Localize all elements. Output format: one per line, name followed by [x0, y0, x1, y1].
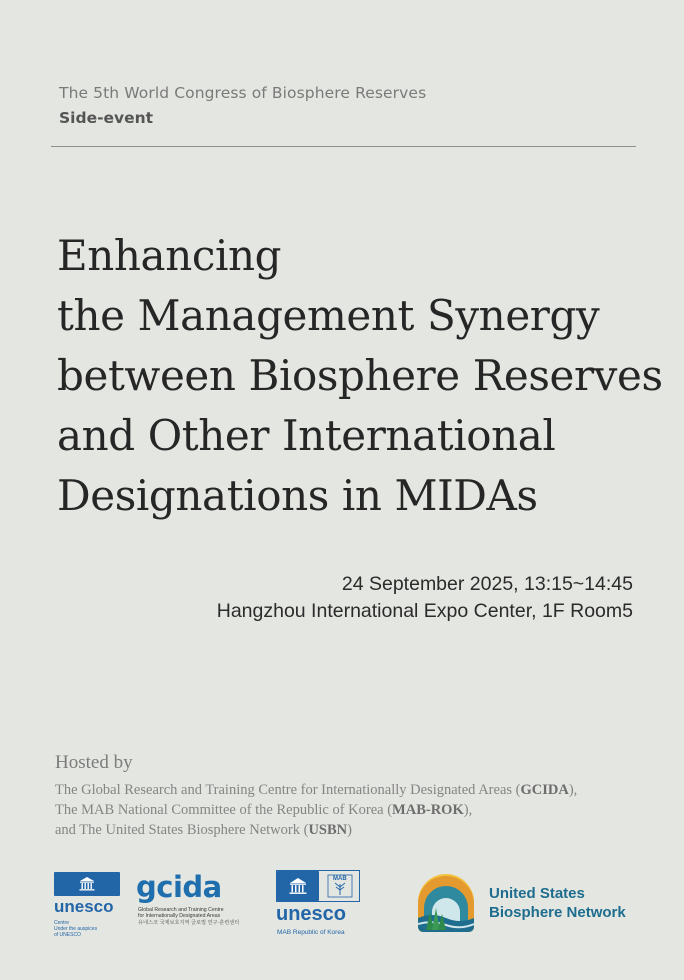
gcida-wordmark: gcida: [136, 870, 222, 904]
unesco-caption-3: of UNESCO: [54, 932, 81, 938]
unesco-centre-logo: [54, 872, 124, 942]
usbn-emblem-icon: [414, 868, 478, 934]
divider: [51, 146, 636, 147]
unesco-wordmark: unesco: [276, 903, 347, 925]
host-gcida-end: ),: [568, 782, 578, 798]
host-gcida-abbr: GCIDA: [520, 782, 569, 798]
event-info: [217, 571, 633, 625]
host-gcida-text: The Global Research and Training Centre for Internationally Designated Areas (: [55, 782, 521, 798]
host-mab-rok: [55, 800, 655, 820]
host-gcida: [55, 780, 655, 800]
unesco-wordmark: unesco: [54, 897, 114, 916]
unesco-temple-icon: [54, 872, 120, 896]
unesco-caption-1: Centre: [54, 920, 70, 926]
host-mab-rok-end: ),: [463, 802, 473, 818]
unesco-mab-logo: [276, 870, 366, 942]
mab-label: MAB: [333, 876, 347, 882]
gcida-subtitle-3: 유네스코 국제보호지역 글로벌 연구·훈련센터: [138, 920, 240, 926]
unesco-temple-icon: [277, 871, 319, 901]
event-header: [59, 84, 426, 127]
event-venue: Hangzhou International Expo Center, 1F Room5: [216, 600, 633, 622]
title-line: Enhancing: [57, 231, 282, 280]
congress-name: The 5th World Congress of Biosphere Reserves: [59, 84, 427, 102]
gcida-logo: [136, 870, 240, 940]
event-title: [57, 226, 663, 526]
host-usbn: [55, 820, 655, 840]
side-event-label: Side-event: [59, 109, 154, 127]
title-line: between Biosphere Reserves: [57, 351, 663, 400]
unesco-caption-2: Under the auspices: [54, 926, 98, 932]
usbn-logo: [414, 868, 654, 938]
gcida-subtitle-2: for Internationally Designated Areas: [138, 913, 221, 919]
title-line: and Other International: [57, 411, 556, 460]
host-usbn-end: ): [347, 822, 352, 838]
event-datetime: 24 September 2025, 13:15~14:45: [341, 573, 633, 595]
title-line: Designations in MIDAs: [57, 471, 538, 520]
usbn-name-line-2: Biosphere Network: [489, 904, 626, 921]
mab-korea-caption: MAB Republic of Korea: [277, 929, 345, 936]
title-line: the Management Synergy: [57, 291, 600, 340]
hosted-by-section: [55, 752, 655, 840]
host-mab-rok-abbr: MAB-ROK: [392, 802, 464, 818]
usbn-name-line-1: United States: [489, 885, 585, 902]
logo-strip: [0, 864, 684, 944]
gcida-subtitle-1: Global Research and Training Centre: [138, 907, 224, 913]
host-usbn-text: and The United States Biosphere Network (: [55, 822, 309, 838]
host-usbn-abbr: USBN: [308, 822, 348, 838]
mab-icon: [325, 873, 355, 899]
host-mab-rok-text: The MAB National Committee of the Republic of Korea (: [55, 802, 393, 818]
hosted-by-label: Hosted by: [55, 752, 133, 773]
unesco-mab-emblem: [276, 870, 360, 902]
